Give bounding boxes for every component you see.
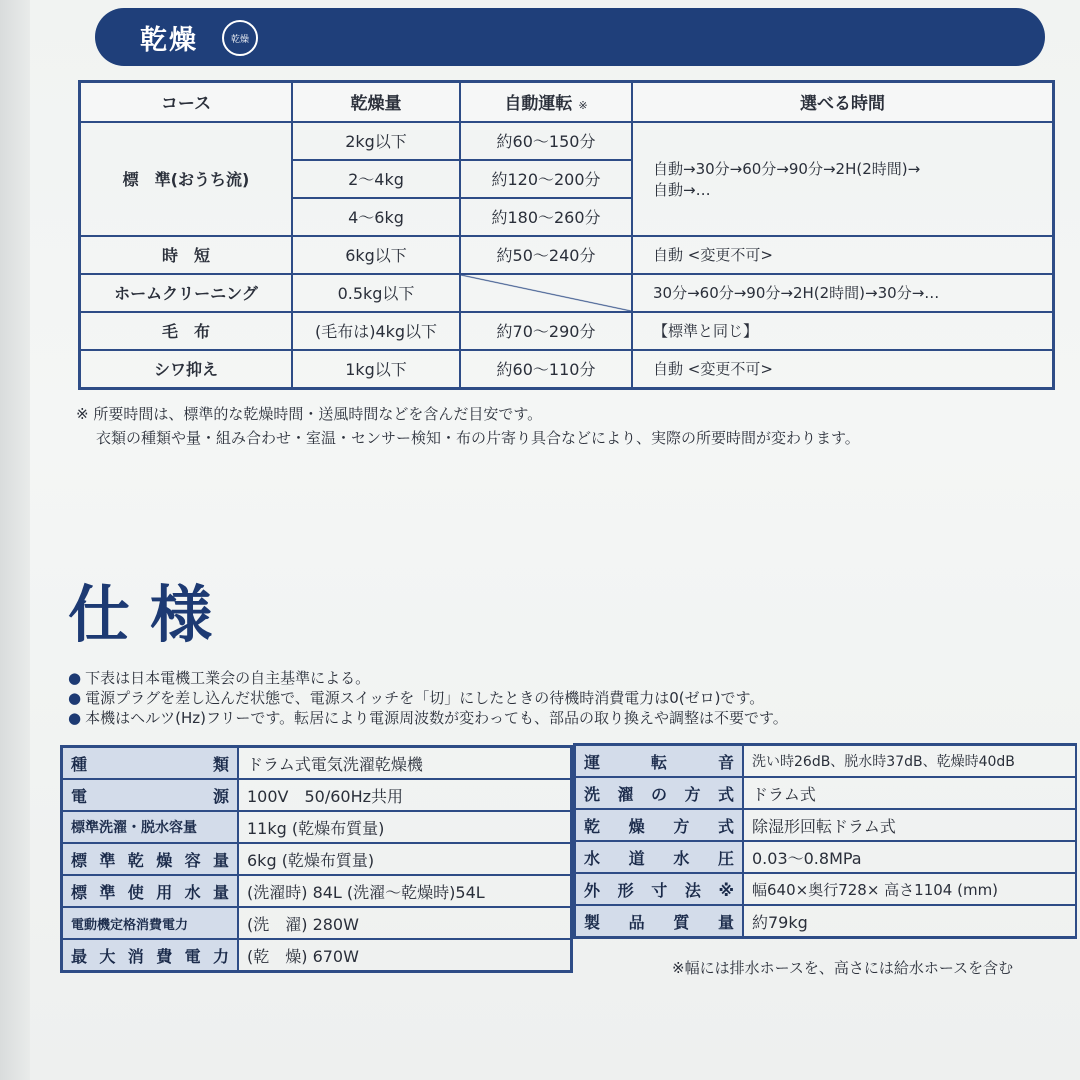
col-auto [460,82,632,122]
spec-value: 約79kg [743,905,1076,938]
spec-label: 種類 [62,747,239,780]
time-line: 自動→30分→60分→90分→2H(2時間)→ [653,159,921,178]
spec-value: (乾 燥) 670W [238,939,572,972]
time-cell: 自動 <変更不可> [632,350,1054,389]
bullet-text: 下表は日本電機工業会の自主基準による。 [85,669,371,687]
spec-label: 標準洗濯・脱水容量 [62,811,239,843]
table-row [62,843,572,875]
spec-value: (洗濯時) 84L (洗濯～乾燥時)54L [238,875,572,907]
spec-value: 11kg (乾燥布質量) [238,811,572,843]
spec-value: ドラム式 [743,777,1076,809]
spec-label: 電源 [62,779,239,811]
spec-value: (洗 濯) 280W [238,907,572,939]
time-cell: 【標準と同じ】 [632,312,1054,350]
table-row [575,777,1077,809]
table-row [575,745,1077,778]
spec-label: 運転音 [575,745,744,778]
spec-value: 幅640×奥行728× 高さ1104 (mm) [743,873,1076,905]
list-item [68,688,788,708]
spec-label: 外形寸法※ [575,873,744,905]
table-row [80,350,1054,389]
spec-label: 洗濯の方式 [575,777,744,809]
drying-note [76,402,860,450]
dimension-note: ※幅には排水ホースを、高さには給水ホースを含む [672,959,1014,977]
table-row [575,873,1077,905]
col-amount: 乾燥量 [292,82,460,122]
spec-label: 最大消費電力 [62,939,239,972]
spec-value: 除湿形回転ドラム式 [743,809,1076,841]
col-time: 選べる時間 [632,82,1054,122]
table-row [62,779,572,811]
table-row [80,274,1054,312]
course-jitan: 時 短 [80,236,293,274]
auto-cell: 約50～240分 [460,236,632,274]
course-shiwa: シワ抑え [80,350,293,389]
spec-value: 6kg (乾燥布質量) [238,843,572,875]
spec-table-left [60,745,573,973]
table-row [62,875,572,907]
auto-cell: 約60～110分 [460,350,632,389]
spec-heading: 仕様 [68,578,233,651]
list-item [68,708,788,728]
spec-value: ドラム式電気洗濯乾燥機 [238,747,572,780]
amount-cell: 2～4kg [292,160,460,198]
spec-label: 乾燥方式 [575,809,744,841]
list-item [68,668,788,688]
table-row [62,747,572,780]
spec-value: 0.03～0.8MPa [743,841,1076,873]
time-line: 自動→… [653,180,711,199]
table-row [62,811,572,843]
time-cell: 30分→60分→90分→2H(2時間)→30分→… [632,274,1054,312]
spec-label: 標準使用水量 [62,875,239,907]
spec-value: 洗い時26dB、脱水時37dB、乾燥時40dB [743,745,1076,778]
course-standard: 標 準(おうち流) [80,122,293,236]
col-course: コース [80,82,293,122]
amount-cell: 4～6kg [292,198,460,236]
empty-diagonal-cell [460,274,632,312]
table-row [80,236,1054,274]
note-line: ※ 所要時間は、標準的な乾燥時間・送風時間などを含んだ目安です。 [76,405,543,423]
course-home-cleaning: ホームクリーニング [80,274,293,312]
amount-cell: (毛布は)4kg以下 [292,312,460,350]
table-row [575,809,1077,841]
amount-cell: 1kg以下 [292,350,460,389]
table-row [62,907,572,939]
table-row [80,312,1054,350]
course-moufu: 毛 布 [80,312,293,350]
col-auto-label: 自動運転 [504,94,573,115]
drying-course-table [78,80,1055,390]
table-row [575,905,1077,938]
amount-cell: 2kg以下 [292,122,460,160]
bullet-icon: ● [68,709,82,727]
spec-label: 水道水圧 [575,841,744,873]
table-row [575,841,1077,873]
table-row [80,122,1054,160]
bullet-text: 本機はヘルツ(Hz)フリーです。転居により電源周波数が変わっても、部品の取り換えや調整は不要です。 [85,709,788,727]
dry-mode-icon: 乾燥 [222,20,258,56]
auto-cell: 約180～260分 [460,198,632,236]
spec-value: 100V 50/60Hz共用 [238,779,572,811]
bullet-text: 電源プラグを差し込んだ状態で、電源スイッチを「切」にしたときの待機時消費電力は0(ゼロ)です。 [85,689,765,707]
auto-cell: 約70～290分 [460,312,632,350]
amount-cell: 6kg以下 [292,236,460,274]
bullet-icon: ● [68,689,82,707]
spec-bullets [68,668,788,728]
time-cell [632,122,1054,236]
auto-cell: 約60～150分 [460,122,632,160]
spec-label: 製品質量 [575,905,744,938]
spec-label: 標準乾燥容量 [62,843,239,875]
time-cell: 自動 <変更不可> [632,236,1054,274]
bullet-icon: ● [68,669,82,687]
col-auto-mark: ※ [578,99,588,113]
note-line: 衣類の種類や量・組み合わせ・室温・センサー検知・布の片寄り具合などにより、実際の所要時間が変わります。 [96,429,860,447]
section-title: 乾燥 [140,25,198,56]
spec-label: 電動機定格消費電力 [62,907,239,939]
spec-table-right [573,743,1077,939]
auto-cell: 約120～200分 [460,160,632,198]
table-row [62,939,572,972]
amount-cell: 0.5kg以下 [292,274,460,312]
